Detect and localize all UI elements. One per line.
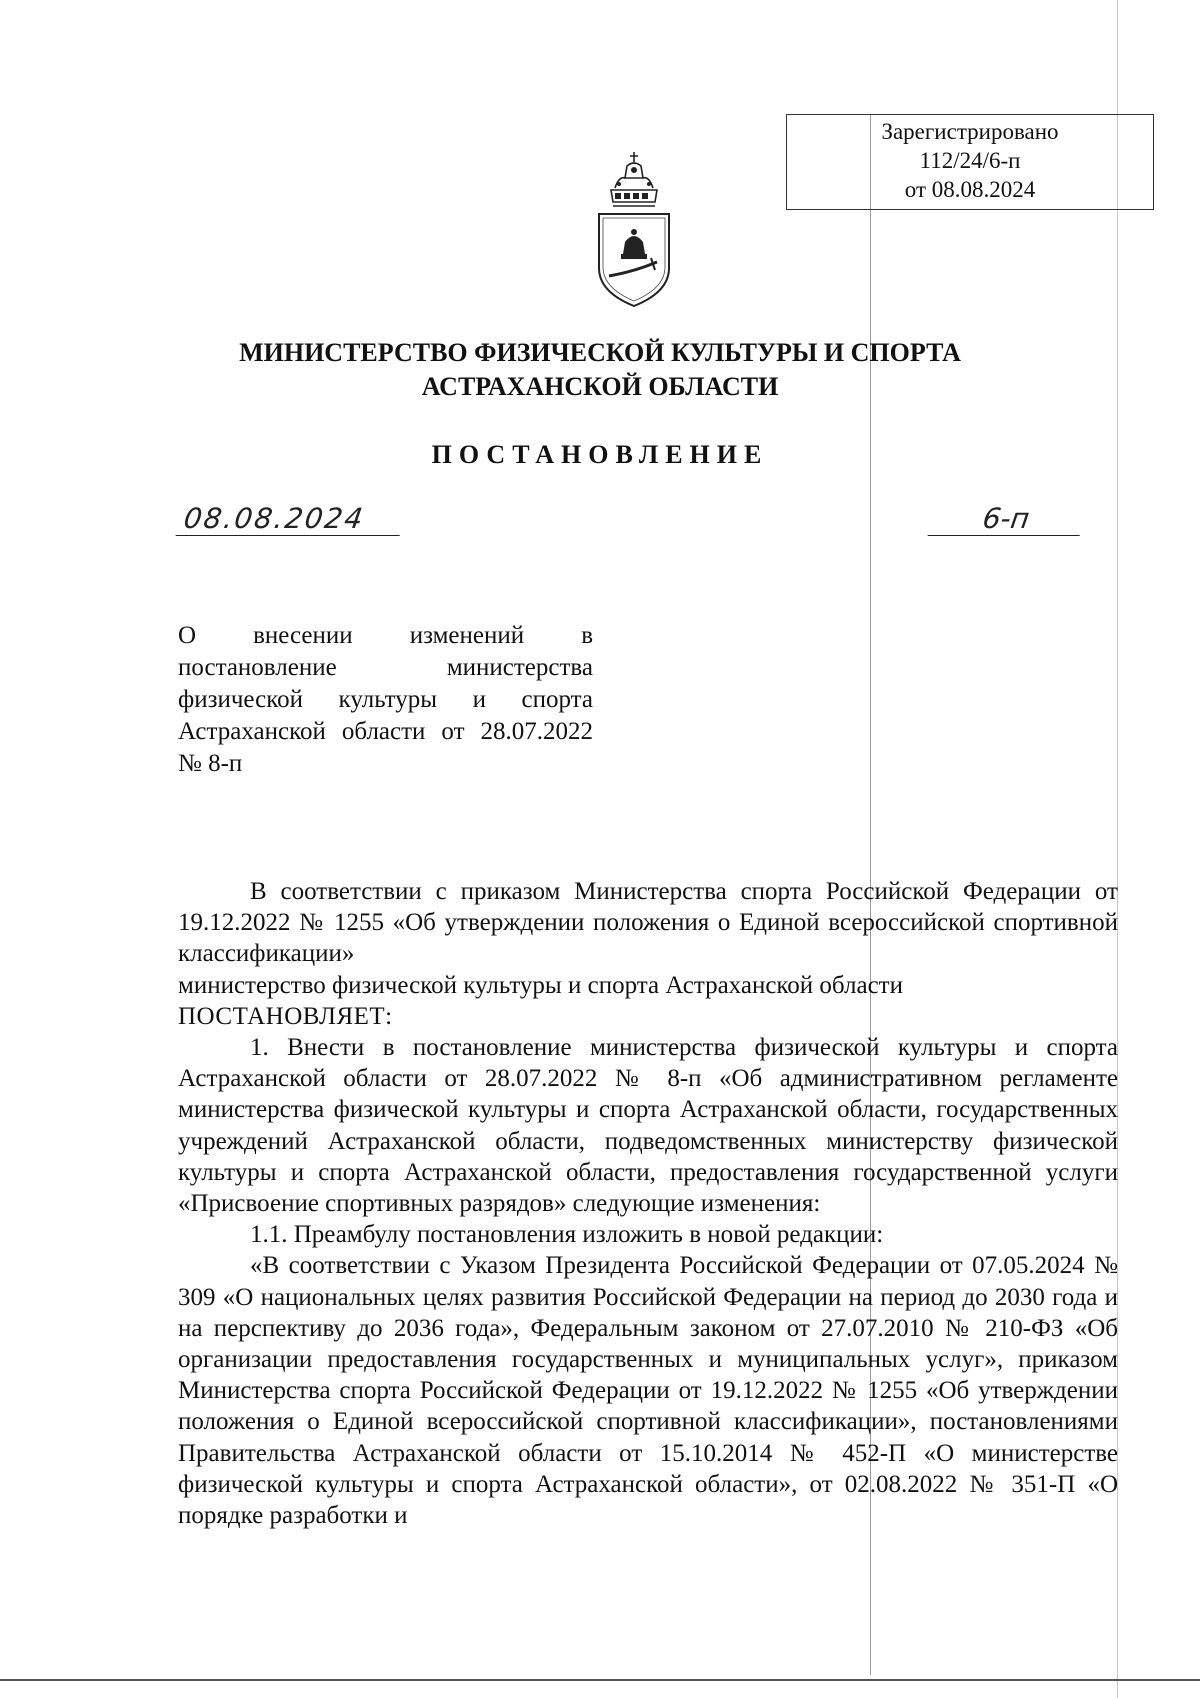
registration-label: Зарегистрировано	[881, 119, 1059, 144]
document-type: ПОСТАНОВЛЕНИЕ	[431, 440, 769, 469]
org-title-line1: МИНИСТЕРСТВО ФИЗИЧЕСКОЙ КУЛЬТУРЫ И СПОРТА	[239, 338, 961, 367]
handwritten-number: 6-п	[928, 502, 1085, 536]
paragraph: 1.1. Преамбулу постановления изложить в новой редакции:	[250, 1221, 884, 1249]
registration-stamp	[786, 114, 1154, 210]
handwritten-date: 08.08.2024	[176, 502, 405, 536]
scan-artifact-line	[0, 1679, 1200, 1681]
registration-number: 112/24/6-п	[919, 148, 1021, 173]
registration-date: от 08.08.2024	[904, 177, 1036, 202]
organization-title	[150, 336, 1050, 404]
document-subject: О внесении изменений в постановление министерства физической культуры и спорта Астраханской области от 28.07.2022 № 8-п	[178, 622, 593, 777]
paragraph: «В соответствии с Указом Президента Российской Федерации от 07.05.2024 № 309 «О национальных целях развития Российской Федерации на период до 2030 года и на перспективу до 2036 года», Федеральным законом от 27.07.2010 № 210-ФЗ «Об организации предоставления государственных и муниципальных услуг», приказом Министерства спорта Российской Федерации от 19.12.2022 № 1255 «Об утверждении положения о Единой всероссийской спортивной классификации», постановлениями Правительства Астраханской области от 15.10.2014 № 452-П «О министерстве физической культуры и спорта Астраханской области», от 02.08.2022 № 351-П «О порядке разработки и	[178, 1252, 1118, 1530]
paragraph: 1. Внести в постановление министерства физической культуры и спорта Астраханской области от 28.07.2022 № 8-п «Об административном регламенте министерства физической культуры и спорта Астраханской области, государственных учреждений Астраханской области, подведомственных министерству физической культуры и спорта Астраханской области, предоставления государственной услуги «Присвоение спортивных разрядов» следующие изменения:	[178, 1034, 1118, 1218]
paragraph: В соответствии с приказом Министерства спорта Российской Федерации от 19.12.2022 № 1255 «Об утверждении положения о Единой всероссийской спортивной классификации»	[178, 878, 1118, 968]
org-title-line2: АСТРАХАНСКОЙ ОБЛАСТИ	[421, 372, 779, 401]
coat-of-arms-emblem	[593, 150, 675, 310]
paragraph: министерство физической культуры и спорта Астраханской области	[178, 971, 903, 999]
paragraph-resolves: ПОСТАНОВЛЯЕТ:	[178, 1002, 393, 1030]
document-body	[178, 876, 1118, 1531]
